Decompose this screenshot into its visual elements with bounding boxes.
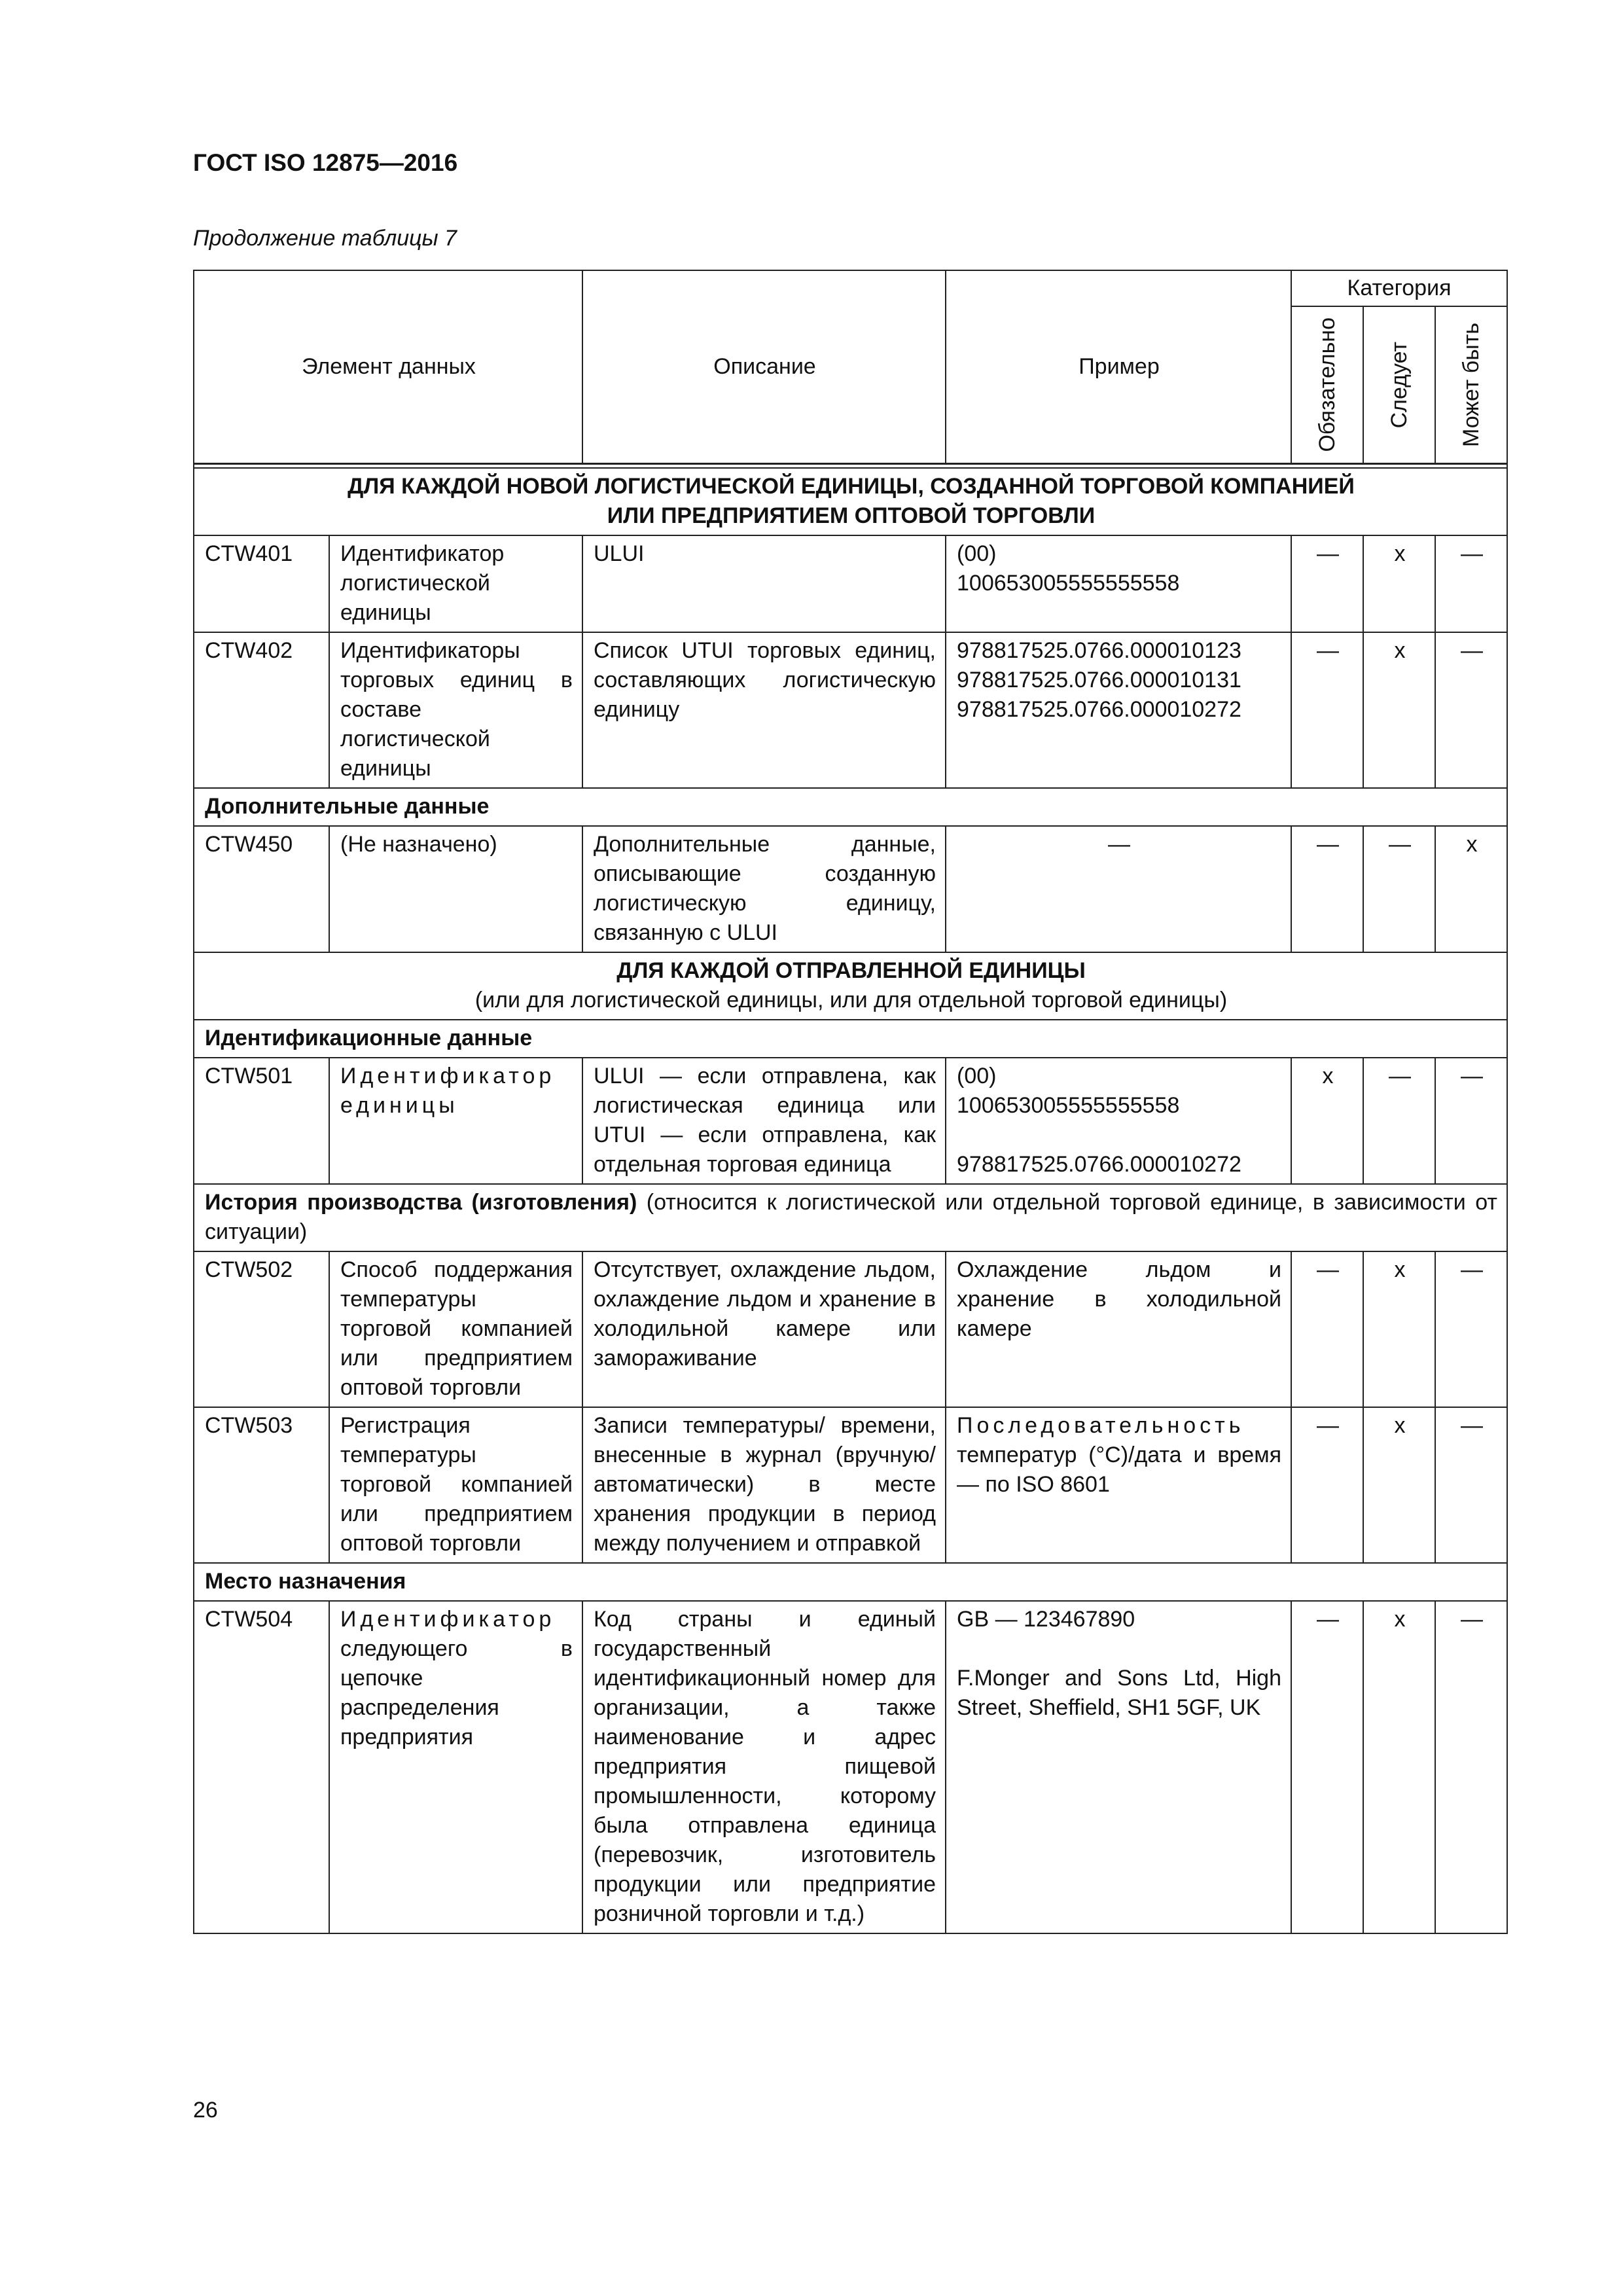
row-may: —: [1435, 1407, 1507, 1563]
section-line: ИЛИ ПРЕДПРИЯТИЕМ ОПТОВОЙ ТОРГОВЛИ: [607, 503, 1096, 528]
row-mandatory: —: [1291, 1601, 1363, 1933]
row-description: Записи температуры/ времени, внесенные в журнал (вручную/автоматически) в месте хранения продукции в период между получением и отправкой: [582, 1407, 946, 1563]
row-example: —: [946, 826, 1291, 952]
header-mandatory: Обязательно: [1291, 306, 1363, 464]
section-line: ДЛЯ КАЖДОЙ ОТПРАВЛЕННОЙ ЕДИНИЦЫ: [616, 958, 1086, 983]
subheading-identification-data: Идентификационные данные: [194, 1020, 1507, 1058]
row-code: CTW503: [194, 1407, 329, 1563]
row-description: Код страны и единый государственный идентификационный номер для организации, а также наименование и адрес предприятия пищевой промышленности, которому была отправлена единица (перевозчик, изготовитель продукции или предприятие розничной торговли и т.д.): [582, 1601, 946, 1933]
row-description: Отсутствует, охлаждение льдом, охлаждение льдом и хранение в холодильной камере или замораживание: [582, 1251, 946, 1407]
row-code: CTW402: [194, 632, 329, 788]
row-example: Охлаждение льдом и хранение в холодильной камере: [946, 1251, 1291, 1407]
header-description: Описание: [582, 270, 946, 464]
row-example: Последовательность температур (°С)/дата и время — по ISO 8601: [946, 1407, 1291, 1563]
subheading-bold: История производства (изготовления): [205, 1190, 637, 1215]
header-element: Элемент данных: [194, 270, 582, 464]
subheading-production-history: [194, 1184, 1507, 1251]
row-code: CTW504: [194, 1601, 329, 1933]
row-element: Идентификатор логистической единицы: [329, 535, 582, 632]
row-code: CTW401: [194, 535, 329, 632]
row-example: GB — 123467890 F.Monger and Sons Ltd, High Street, Sheffield, SH1 5GF, UK: [946, 1601, 1291, 1933]
table-row-ctw401: [194, 535, 1507, 632]
row-should: x: [1363, 632, 1435, 788]
row-should: x: [1363, 1251, 1435, 1407]
table-row-ctw501: [194, 1058, 1507, 1184]
table-row-ctw450: [194, 826, 1507, 952]
row-should: x: [1363, 1601, 1435, 1933]
row-should: x: [1363, 535, 1435, 632]
table-caption: Продолжение таблицы 7: [193, 226, 457, 251]
header-example: Пример: [946, 270, 1291, 464]
section-heading-shipped-unit: [194, 952, 1507, 1020]
row-should: x: [1363, 1407, 1435, 1563]
subheading-destination: Место назначения: [194, 1563, 1507, 1601]
row-may: —: [1435, 1058, 1507, 1184]
page-number: 26: [193, 2098, 218, 2123]
row-may: —: [1435, 1251, 1507, 1407]
table-row-ctw502: [194, 1251, 1507, 1407]
table-row-ctw503: [194, 1407, 1507, 1563]
row-mandatory: —: [1291, 535, 1363, 632]
row-element: Идентификаторы торговых единиц в составе логистической единицы: [329, 632, 582, 788]
document-title: ГОСТ ISO 12875—2016: [193, 149, 458, 176]
row-mandatory: —: [1291, 1251, 1363, 1407]
row-mandatory: —: [1291, 632, 1363, 788]
row-element: Способ поддержания температуры торговой компанией или предприятием оптовой торговли: [329, 1251, 582, 1407]
row-should: —: [1363, 826, 1435, 952]
table-row-ctw504: [194, 1601, 1507, 1933]
row-code: CTW502: [194, 1251, 329, 1407]
row-may: —: [1435, 535, 1507, 632]
row-code: CTW501: [194, 1058, 329, 1184]
row-element: (Не назначено): [329, 826, 582, 952]
row-code: CTW450: [194, 826, 329, 952]
row-may: x: [1435, 826, 1507, 952]
row-example: (00) 100653005555555558: [946, 535, 1291, 632]
row-element: Идентификатор единицы: [329, 1058, 582, 1184]
row-mandatory: —: [1291, 1407, 1363, 1563]
row-may: —: [1435, 1601, 1507, 1933]
row-may: —: [1435, 632, 1507, 788]
row-should: —: [1363, 1058, 1435, 1184]
header-category: Категория: [1291, 270, 1507, 306]
subheading-rest: (относится к логистической или отдельной торговой единице, в зависимости от ситуации): [205, 1190, 1498, 1244]
table-row-ctw402: [194, 632, 1507, 788]
section-subline: (или для логистической единицы, или для отдельной торговой единицы): [474, 988, 1228, 1013]
row-description: ULUI — если отправлена, как логистическая единица или UTUI — если отправлена, как отдельная торговая единица: [582, 1058, 946, 1184]
row-example: 978817525.0766.000010123 978817525.0766.000010131 978817525.0766.000010272: [946, 632, 1291, 788]
row-element: Регистрация температуры торговой компанией или предприятием оптовой торговли: [329, 1407, 582, 1563]
row-mandatory: —: [1291, 826, 1363, 952]
data-table: [193, 270, 1508, 1934]
row-example: (00) 100653005555555558 978817525.0766.000010272: [946, 1058, 1291, 1184]
row-description: ULUI: [582, 535, 946, 632]
section-heading-new-logistic-unit: [194, 468, 1507, 535]
subheading-additional-data: Дополнительные данные: [194, 788, 1507, 826]
section-line: ДЛЯ КАЖДОЙ НОВОЙ ЛОГИСТИЧЕСКОЙ ЕДИНИЦЫ, СОЗДАННОЙ ТОРГОВОЙ КОМПАНИЕЙ: [348, 474, 1355, 499]
row-description: Дополнительные данные, описывающие созданную логистическую единицу, связанную с ULUI: [582, 826, 946, 952]
row-mandatory: x: [1291, 1058, 1363, 1184]
row-element: Идентификатор следующего в цепочке распределения предприятия: [329, 1601, 582, 1933]
header-may: Может быть: [1435, 306, 1507, 464]
header-should: Следует: [1363, 306, 1435, 464]
row-description: Список UTUI торговых единиц, составляющих логистическую единицу: [582, 632, 946, 788]
